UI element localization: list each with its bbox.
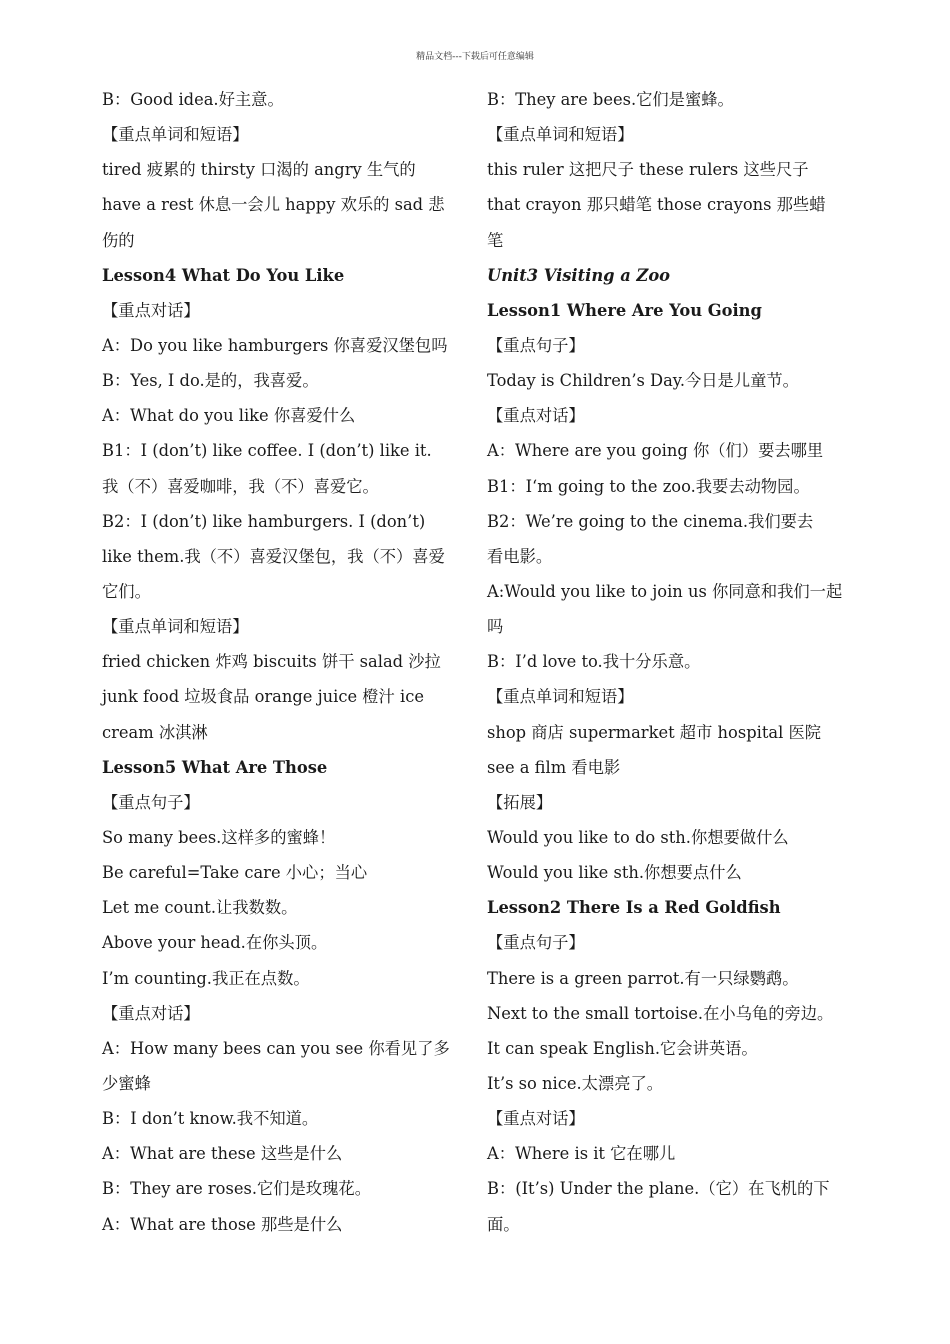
text-line: like them.我（不）喜爱汉堡包，我（不）喜爱	[102, 546, 445, 566]
text-line: 少蜜蜂	[102, 1073, 151, 1093]
text-line: Next to the small tortoise.在小乌龟的旁边。	[487, 1003, 834, 1023]
text-line: cream 冰淇淋	[102, 722, 208, 742]
text-line: B2：We’re going to the cinema.我们要去	[487, 511, 814, 531]
lesson-heading: Unit3 Visiting a Zoo	[487, 265, 671, 285]
text-line: B：I’d love to.我十分乐意。	[487, 652, 701, 672]
text-line: A:Would you like to join us 你同意和我们一起	[487, 581, 843, 601]
text-line: B2：I (don’t) like hamburgers. I (don’t)	[102, 511, 426, 531]
text-line: 【重点对话】	[102, 300, 200, 320]
text-line: 【重点单词和短语】	[102, 125, 249, 145]
text-line: 伤的	[102, 230, 135, 250]
text-line: 【重点单词和短语】	[487, 125, 634, 145]
text-line: 吗	[487, 617, 504, 637]
text-line: A：What are those 那些是什么	[102, 1214, 343, 1234]
text-line: There is a green parrot.有一只绿鹦鹉。	[487, 968, 799, 988]
text-line: tired 疲累的 thirsty 口渴的 angry 生气的	[102, 160, 416, 180]
text-line: 面。	[487, 1214, 520, 1234]
text-line: 我（不）喜爱咖啡，我（不）喜爱它。	[102, 476, 379, 496]
text-line: Today is Children’s Day.今日是儿童节。	[487, 371, 799, 391]
text-line: 【重点对话】	[487, 1109, 585, 1129]
text-line: 【重点对话】	[487, 406, 585, 426]
text-line: 【重点单词和短语】	[487, 687, 634, 707]
text-line: Would you like to do sth.你想要做什么	[487, 827, 789, 847]
text-line: Let me count.让我数数。	[102, 898, 298, 918]
text-line: have a rest 休息一会儿 happy 欢乐的 sad 悲	[102, 195, 445, 215]
text-line: B：(It’s) Under the plane.（它）在飞机的下	[487, 1179, 830, 1199]
text-line: shop 商店 supermarket 超市 hospital 医院	[487, 722, 822, 742]
text-line: 【重点句子】	[487, 335, 585, 355]
text-line: 看电影。	[487, 546, 553, 566]
text-line: junk food 垃圾食品 orange juice 橙汁 ice	[102, 687, 424, 707]
lesson-heading: Lesson4 What Do You Like	[102, 265, 345, 285]
text-line: A：Where is it 它在哪儿	[487, 1144, 676, 1164]
text-line: B：They are roses.它们是玫瑰花。	[102, 1179, 371, 1199]
text-line: B：Good idea.好主意。	[102, 90, 284, 109]
text-line: 它们。	[102, 581, 151, 601]
text-line: A：How many bees can you see 你看见了多	[102, 1038, 450, 1058]
text-line: that crayon 那只蜡笔 those crayons 那些蜡	[487, 195, 826, 215]
text-line: 【拓展】	[487, 792, 553, 812]
text-line: A：What do you like 你喜爱什么	[102, 406, 356, 426]
text-line: A：Where are you going 你（们）要去哪里	[487, 441, 824, 461]
text-line: this ruler 这把尺子 these rulers 这些尺子	[487, 160, 809, 180]
text-line: B1：I (don’t) like coffee. I (don’t) like it.	[102, 441, 432, 461]
text-line: It’s so nice.太漂亮了。	[487, 1073, 664, 1093]
text-line: It can speak English.它会讲英语。	[487, 1038, 758, 1058]
lesson-heading: Lesson2 There Is a Red Goldfish	[487, 898, 781, 918]
text-line: I’m counting.我正在点数。	[102, 968, 310, 988]
text-line: fried chicken 炸鸡 biscuits 饼干 salad 沙拉	[102, 652, 441, 672]
right-column	[487, 82, 855, 1242]
text-line: B：They are bees.它们是蜜蜂。	[487, 90, 734, 109]
page-header: 精品文档---下载后可任意编辑	[416, 52, 534, 62]
text-line: Above your head.在你头顶。	[102, 933, 328, 953]
left-column	[102, 82, 462, 1242]
text-line: 【重点对话】	[102, 1003, 200, 1023]
text-line: A：Do you like hamburgers 你喜爱汉堡包吗	[102, 335, 448, 355]
text-line: B1：I‘m going to the zoo.我要去动物园。	[487, 476, 810, 496]
lesson-heading: Lesson1 Where Are You Going	[487, 300, 762, 320]
text-line: So many bees.这样多的蜜蜂！	[102, 827, 336, 847]
text-line: A：What are these 这些是什么	[102, 1144, 343, 1164]
text-line: Be careful=Take care 小心；当心	[102, 863, 368, 883]
text-line: B：Yes, I do.是的，我喜爱。	[102, 371, 319, 391]
lesson-heading: Lesson5 What Are Those	[102, 757, 328, 777]
text-line: Would you like sth.你想要点什么	[487, 863, 742, 883]
text-line: see a film 看电影	[487, 757, 621, 777]
text-line: 【重点句子】	[487, 933, 585, 953]
text-line: 笔	[487, 230, 504, 250]
text-line: 【重点句子】	[102, 792, 200, 812]
text-line: B：I don’t know.我不知道。	[102, 1109, 319, 1129]
text-line: 【重点单词和短语】	[102, 617, 249, 637]
